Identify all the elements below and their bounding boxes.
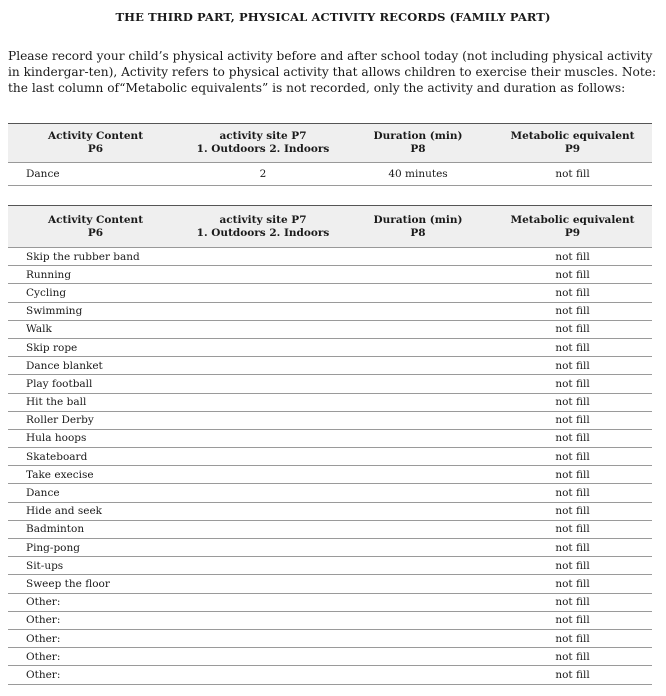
duration-cell [343,302,493,320]
table-row [8,557,652,575]
table-row [8,248,652,266]
activity-cell: Skateboard [8,448,183,466]
duration-cell [343,466,493,484]
site-cell [183,484,343,502]
activity-cell: Cycling [8,284,183,302]
duration-cell [343,338,493,356]
met-cell: not fill [493,302,652,320]
header-duration [343,206,493,248]
met-cell: not fill [493,411,652,429]
activity-cell: Other: [8,611,183,629]
activities-table [8,205,652,685]
header-code: 1. Outdoors 2. Indoors [196,143,330,155]
instructions-paragraph: Please record your child’s physical activity before and after school today (not including physical activity in kindergar-ten), Activity refers to physical activity that allows children to exercise their muscles. Note: the last column of“Metabolic equivalents” is not recorded, only the activity and duration as follows: [8,49,657,95]
met-cell: not fill [493,520,652,538]
site-cell [183,248,343,266]
activity-cell: Hit the ball [8,393,183,411]
activity-cell: Take execise [8,466,183,484]
met-cell: not fill [493,429,652,447]
duration-cell: 40 minutes [343,163,493,186]
activity-cell: Swimming [8,302,183,320]
table-row [8,666,652,684]
site-cell [183,357,343,375]
activity-cell: Other: [8,593,183,611]
table-row [8,338,652,356]
duration-cell [343,575,493,593]
met-cell: not fill [493,357,652,375]
activity-cell: Hula hoops [8,429,183,447]
activities-table-body [8,248,652,685]
duration-cell [343,375,493,393]
header-activity-content [8,206,183,248]
site-cell [183,320,343,338]
table-row [8,320,652,338]
page-title: THE THIRD PART, PHYSICAL ACTIVITY RECORDS (FAMILY PART) [115,10,551,24]
site-cell [183,429,343,447]
met-cell: not fill [493,338,652,356]
table-row [8,611,652,629]
activity-cell: Dance [8,163,183,186]
table-row [8,539,652,557]
met-cell: not fill [493,666,652,684]
duration-cell [343,539,493,557]
header-code: P8 [410,226,426,239]
site-cell [183,611,343,629]
site-cell [183,502,343,520]
header-activity-site [183,206,343,248]
met-cell: not fill [493,611,652,629]
site-cell [183,466,343,484]
duration-cell [343,411,493,429]
met-cell: not fill [493,539,652,557]
site-cell [183,266,343,284]
met-cell: not fill [493,266,652,284]
site-cell: 2 [183,163,343,186]
met-cell: not fill [493,557,652,575]
header-code: P9 [564,226,581,239]
activity-cell: Sweep the floor [8,575,183,593]
duration-cell [343,284,493,302]
duration-cell [343,557,493,575]
table-row [8,284,652,302]
met-cell: not fill [493,284,652,302]
duration-cell [343,357,493,375]
header-activity-site [183,124,343,163]
table-row [8,520,652,538]
table-row [8,375,652,393]
header-label: Activity Content [47,213,144,226]
duration-cell [343,248,493,266]
duration-cell [343,520,493,538]
activity-cell: Roller Derby [8,411,183,429]
met-cell: not fill [493,448,652,466]
site-cell [183,520,343,538]
header-metabolic-equivalent [493,206,652,248]
activity-cell: Ping-pong [8,539,183,557]
site-cell [183,629,343,647]
met-cell: not fill [493,163,652,186]
header-code: 1. Outdoors 2. Indoors [196,226,330,239]
met-cell: not fill [493,393,652,411]
header-label: Duration (min) [373,130,463,142]
header-label: activity site P7 [219,213,307,226]
table-row [8,629,652,647]
table-row [8,502,652,520]
header-code: P9 [564,143,581,155]
site-cell [183,338,343,356]
site-cell [183,393,343,411]
met-cell: not fill [493,593,652,611]
example-table [8,123,652,186]
header-metabolic-equivalent [493,124,652,163]
header-code: P6 [87,226,104,239]
met-cell: not fill [493,484,652,502]
table-row [8,302,652,320]
duration-cell [343,320,493,338]
table-row [8,429,652,447]
header-label: Metabolic equivalent [510,130,635,142]
met-cell: not fill [493,629,652,647]
site-cell [183,411,343,429]
site-cell [183,375,343,393]
table-row [8,466,652,484]
site-cell [183,557,343,575]
site-cell [183,284,343,302]
table-row [8,266,652,284]
table-row [8,393,652,411]
activity-cell: Sit-ups [8,557,183,575]
site-cell [183,666,343,684]
met-cell: not fill [493,502,652,520]
activity-cell: Play football [8,375,183,393]
header-duration [343,124,493,163]
header-code: P8 [410,143,426,155]
header-label: activity site P7 [219,130,307,142]
site-cell [183,593,343,611]
table-row [8,448,652,466]
duration-cell [343,611,493,629]
activity-cell: Running [8,266,183,284]
duration-cell [343,393,493,411]
met-cell: not fill [493,575,652,593]
duration-cell [343,629,493,647]
table-row [8,648,652,666]
activity-cell: Hide and seek [8,502,183,520]
met-cell: not fill [493,320,652,338]
header-label: Duration (min) [373,213,463,226]
activity-cell: Badminton [8,520,183,538]
example-table-header-row [8,124,652,163]
site-cell [183,539,343,557]
activity-cell: Other: [8,666,183,684]
met-cell: not fill [493,375,652,393]
table-row [8,484,652,502]
site-cell [183,648,343,666]
site-cell [183,448,343,466]
duration-cell [343,266,493,284]
duration-cell [343,429,493,447]
header-code: P6 [87,143,104,155]
duration-cell [343,593,493,611]
duration-cell [343,448,493,466]
met-cell: not fill [493,466,652,484]
activity-cell: Other: [8,629,183,647]
activity-cell: Walk [8,320,183,338]
site-cell [183,575,343,593]
table-row [8,357,652,375]
activity-cell: Skip rope [8,338,183,356]
activity-cell: Skip the rubber band [8,248,183,266]
site-cell [183,302,343,320]
header-label: Activity Content [47,130,144,142]
duration-cell [343,502,493,520]
met-cell: not fill [493,248,652,266]
activities-table-header-row [8,206,652,248]
activity-cell: Other: [8,648,183,666]
met-cell: not fill [493,648,652,666]
table-row [8,593,652,611]
header-label: Metabolic equivalent [510,213,635,226]
activity-cell: Dance blanket [8,357,183,375]
header-activity-content [8,124,183,163]
table-row [8,575,652,593]
duration-cell [343,648,493,666]
duration-cell [343,484,493,502]
table-row [8,411,652,429]
table-row [8,163,652,186]
duration-cell [343,666,493,684]
activity-cell: Dance [8,484,183,502]
